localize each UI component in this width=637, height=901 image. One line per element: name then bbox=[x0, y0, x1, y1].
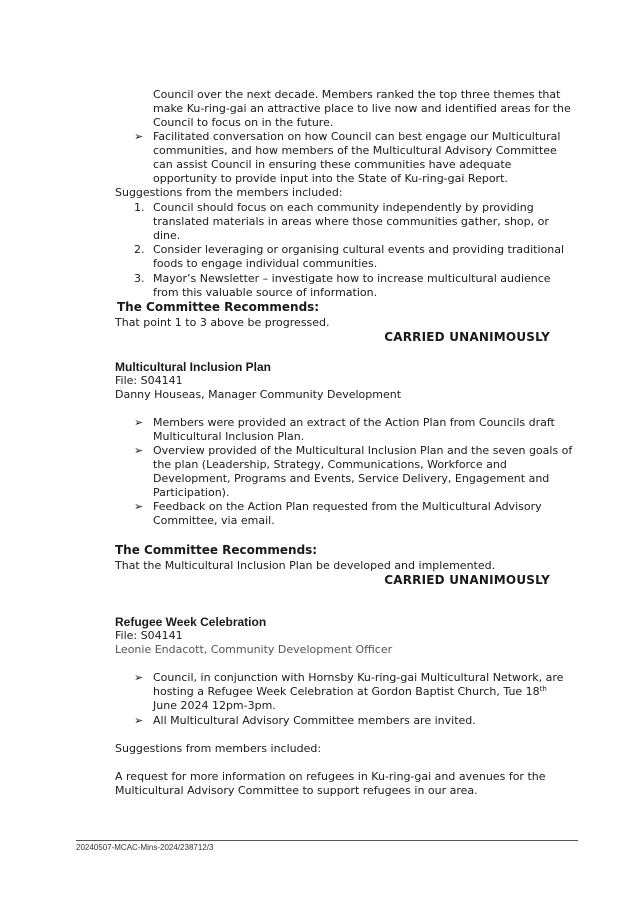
refugee-bullet-1-line-2 bbox=[153, 685, 547, 699]
mip-recommendation-text: That the Multicultural Inclusion Plan be developed and implemented. bbox=[115, 559, 496, 572]
mip-carried-unanimously: CARRIED UNANIMOUSLY bbox=[384, 573, 550, 587]
numbered-item-2-line-2: foods to engage individual communities. bbox=[153, 257, 378, 270]
refugee-request-line-2: Multicultural Advisory Committee to support refugees in our area. bbox=[115, 784, 478, 797]
numbered-item-2-number: 2. bbox=[134, 243, 145, 256]
mip-file-reference: File: S04141 bbox=[115, 374, 183, 387]
arrow-bullet-icon: ➢ bbox=[134, 130, 144, 143]
refugee-bullet-1-line-2-text: hosting a Refugee Week Celebration at Gordon Baptist Church, Tue 18 bbox=[153, 685, 540, 698]
refugee-bullet-1-line-3: June 2024 12pm-3pm. bbox=[153, 699, 276, 712]
numbered-item-3-number: 3. bbox=[134, 272, 145, 285]
refugee-suggestions-label: Suggestions from members included: bbox=[115, 742, 322, 755]
intro-continuation-line-3: Council to focus on in the future. bbox=[153, 116, 334, 129]
mip-bullet-2-line-1: Overview provided of the Multicultural Inclusion Plan and the seven goals of bbox=[153, 444, 573, 457]
arrow-bullet-icon: ➢ bbox=[134, 416, 144, 429]
mip-bullet-2-line-2: the plan (Leadership, Strategy, Communications, Workforce and bbox=[153, 458, 507, 471]
mip-bullet-3-line-1: Feedback on the Action Plan requested from the Multicultural Advisory bbox=[153, 500, 542, 513]
arrow-bullet-icon: ➢ bbox=[134, 444, 144, 457]
numbered-item-1-line-2: translated materials in areas where those communities gather, shop, or bbox=[153, 215, 549, 228]
mip-section-title: Multicultural Inclusion Plan bbox=[115, 360, 272, 374]
numbered-item-1-line-1: Council should focus on each community independently by providing bbox=[153, 201, 534, 214]
mip-bullet-2-line-3: Development, Programs and Events, Service Delivery, Engagement and bbox=[153, 472, 550, 485]
intro-committee-recommends-heading: The Committee Recommends: bbox=[117, 300, 320, 314]
intro-bullet-line-1: Facilitated conversation on how Council can best engage our Multicultural bbox=[153, 130, 561, 143]
refugee-file-reference: File: S04141 bbox=[115, 629, 183, 642]
numbered-item-3-line-2: from this valuable source of information. bbox=[153, 286, 378, 299]
mip-bullet-2-line-4: Participation). bbox=[153, 486, 230, 499]
refugee-section-title: Refugee Week Celebration bbox=[115, 615, 267, 629]
numbered-item-2-line-1: Consider leveraging or organising cultural events and providing traditional bbox=[153, 243, 565, 256]
refugee-bullet-2: All Multicultural Advisory Committee members are invited. bbox=[153, 714, 476, 727]
numbered-item-1-line-3: dine. bbox=[153, 229, 181, 242]
mip-author: Danny Houseas, Manager Community Development bbox=[115, 388, 402, 401]
intro-carried-unanimously: CARRIED UNANIMOUSLY bbox=[384, 330, 550, 344]
footer-divider bbox=[76, 840, 578, 841]
intro-recommendation-text: That point 1 to 3 above be progressed. bbox=[115, 316, 330, 329]
footer-document-reference: 20240507-MCAC-Mins-2024/238712/3 bbox=[76, 843, 214, 852]
mip-bullet-3-line-2: Committee, via email. bbox=[153, 514, 275, 527]
intro-suggestions-label: Suggestions from the members included: bbox=[115, 186, 343, 199]
intro-continuation-line-1: Council over the next decade. Members ranked the top three themes that bbox=[153, 88, 561, 101]
intro-bullet-line-4: opportunity to provide input into the State of Ku-ring-gai Report. bbox=[153, 172, 508, 185]
arrow-bullet-icon: ➢ bbox=[134, 714, 144, 727]
refugee-request-line-1: A request for more information on refugees in Ku-ring-gai and avenues for the bbox=[115, 770, 546, 783]
date-ordinal-superscript: th bbox=[539, 685, 547, 693]
intro-bullet-line-3: can assist Council in ensuring these communities have adequate bbox=[153, 158, 512, 171]
numbered-item-3-line-1: Mayor’s Newsletter – investigate how to increase multicultural audience bbox=[153, 272, 551, 285]
numbered-item-1-number: 1. bbox=[134, 201, 145, 214]
intro-continuation-line-2: make Ku-ring-gai an attractive place to live now and identified areas for the bbox=[153, 102, 571, 115]
mip-bullet-1-line-2: Multicultural Inclusion Plan. bbox=[153, 430, 305, 443]
mip-bullet-1-line-1: Members were provided an extract of the Action Plan from Councils draft bbox=[153, 416, 555, 429]
refugee-author: Leonie Endacott, Community Development Officer bbox=[115, 643, 393, 656]
arrow-bullet-icon: ➢ bbox=[134, 671, 144, 684]
arrow-bullet-icon: ➢ bbox=[134, 500, 144, 513]
mip-committee-recommends-heading: The Committee Recommends: bbox=[115, 543, 318, 557]
refugee-bullet-1-line-1: Council, in conjunction with Hornsby Ku-ring-gai Multicultural Network, are bbox=[153, 671, 564, 684]
intro-bullet-line-2: communities, and how members of the Multicultural Advisory Committee bbox=[153, 144, 557, 157]
